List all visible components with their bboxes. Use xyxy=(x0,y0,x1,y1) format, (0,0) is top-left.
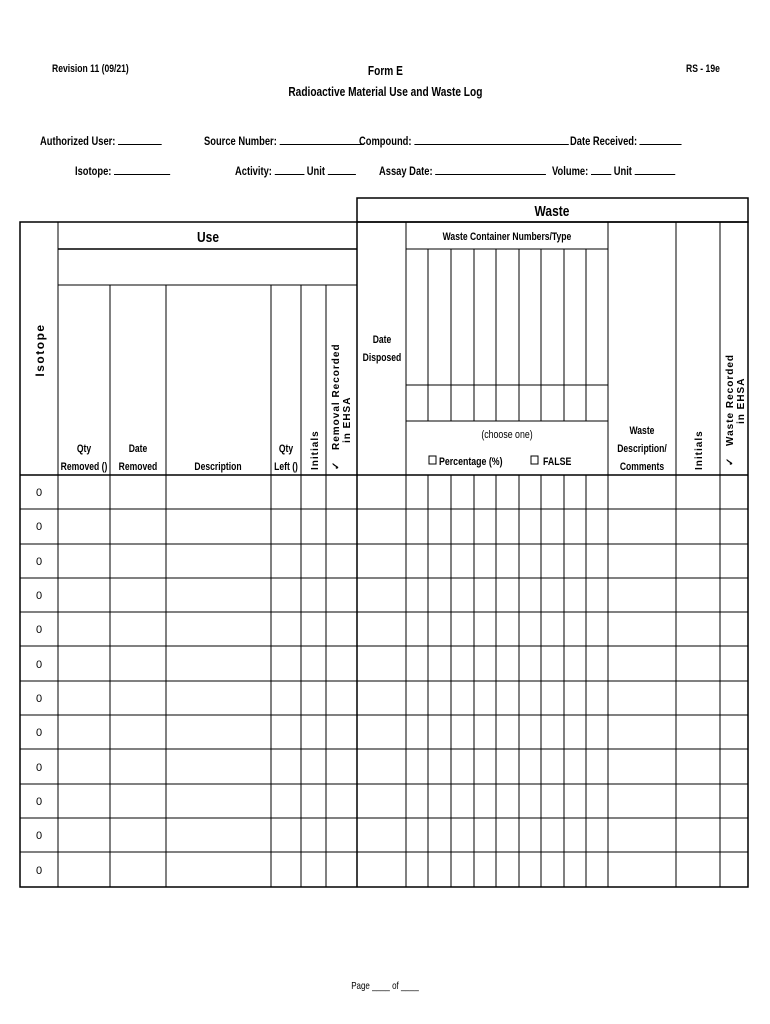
qty-left-header-2: Left () xyxy=(274,461,298,474)
row-isotope-value: 0 xyxy=(35,693,43,705)
date-removed-header-2: Removed xyxy=(118,461,158,474)
percentage-option-label: Percentage (%) xyxy=(439,456,503,469)
waste-recorded-header-1: Waste Recorded xyxy=(725,354,736,446)
waste-container-header: Waste Container Numbers/Type xyxy=(442,231,572,244)
revision-label: Revision 11 (09/21) xyxy=(52,63,129,75)
isotope-column-header: Isotope xyxy=(33,323,47,377)
qty-removed-header-1: Qty xyxy=(76,443,92,456)
percentage-checkbox[interactable] xyxy=(429,456,436,464)
row-isotope-value: 0 xyxy=(35,727,43,739)
false-checkbox[interactable] xyxy=(531,456,538,464)
waste-description-header-3: Comments xyxy=(619,461,665,474)
use-header: Use xyxy=(196,228,220,246)
form-title: Form E xyxy=(367,63,403,78)
removal-recorded-header-2: in EHSA xyxy=(342,396,353,443)
date-removed-header-1: Date xyxy=(128,443,148,456)
activity-field: Activity: Unit xyxy=(235,164,390,178)
waste-description-header-2: Description/ xyxy=(617,443,667,456)
assay-date-field: Assay Date: xyxy=(379,164,593,178)
volume-field: Volume: Unit xyxy=(552,164,710,178)
row-isotope-value: 0 xyxy=(35,865,43,877)
waste-header: Waste xyxy=(534,202,570,220)
waste-description-header-1: Waste xyxy=(629,425,655,438)
form-code: RS - 19e xyxy=(686,63,720,75)
false-option-label: FALSE xyxy=(543,456,572,469)
page-number-label: Page ____ of ____ xyxy=(351,980,419,992)
row-isotope-value: 0 xyxy=(35,487,43,499)
date-disposed-header-1: Date xyxy=(372,334,392,347)
description-header: Description xyxy=(194,461,242,474)
authorized-user-field: Authorized User: xyxy=(40,134,196,148)
qty-left-header-1: Qty xyxy=(278,443,294,456)
row-isotope-value: 0 xyxy=(35,521,43,533)
compound-field: Compound: xyxy=(359,134,628,148)
row-isotope-value: 0 xyxy=(35,796,43,808)
row-isotope-value: 0 xyxy=(35,556,43,568)
removal-recorded-header-1: Removal Recorded xyxy=(331,343,342,450)
waste-check-mark: ✓ xyxy=(725,457,736,466)
date-disposed-header-2: Disposed xyxy=(362,352,402,365)
date-received-field: Date Received: xyxy=(570,134,713,148)
source-number-field: Source Number: xyxy=(204,134,409,148)
waste-initials-header: Initials xyxy=(694,430,705,470)
isotope-field: Isotope: xyxy=(75,164,197,178)
choose-one-label: (choose one) xyxy=(481,429,533,442)
row-isotope-value: 0 xyxy=(35,762,43,774)
waste-recorded-header-2: in EHSA xyxy=(736,377,747,424)
form-subtitle: Radioactive Material Use and Waste Log xyxy=(287,84,483,99)
row-isotope-value: 0 xyxy=(35,659,43,671)
row-isotope-value: 0 xyxy=(35,590,43,602)
row-isotope-value: 0 xyxy=(35,830,43,842)
qty-removed-header-2: Removed () xyxy=(60,461,108,474)
initials-header: Initials xyxy=(310,430,321,470)
row-isotope-value: 0 xyxy=(35,624,43,636)
removal-check-mark: ✓ xyxy=(331,461,342,470)
